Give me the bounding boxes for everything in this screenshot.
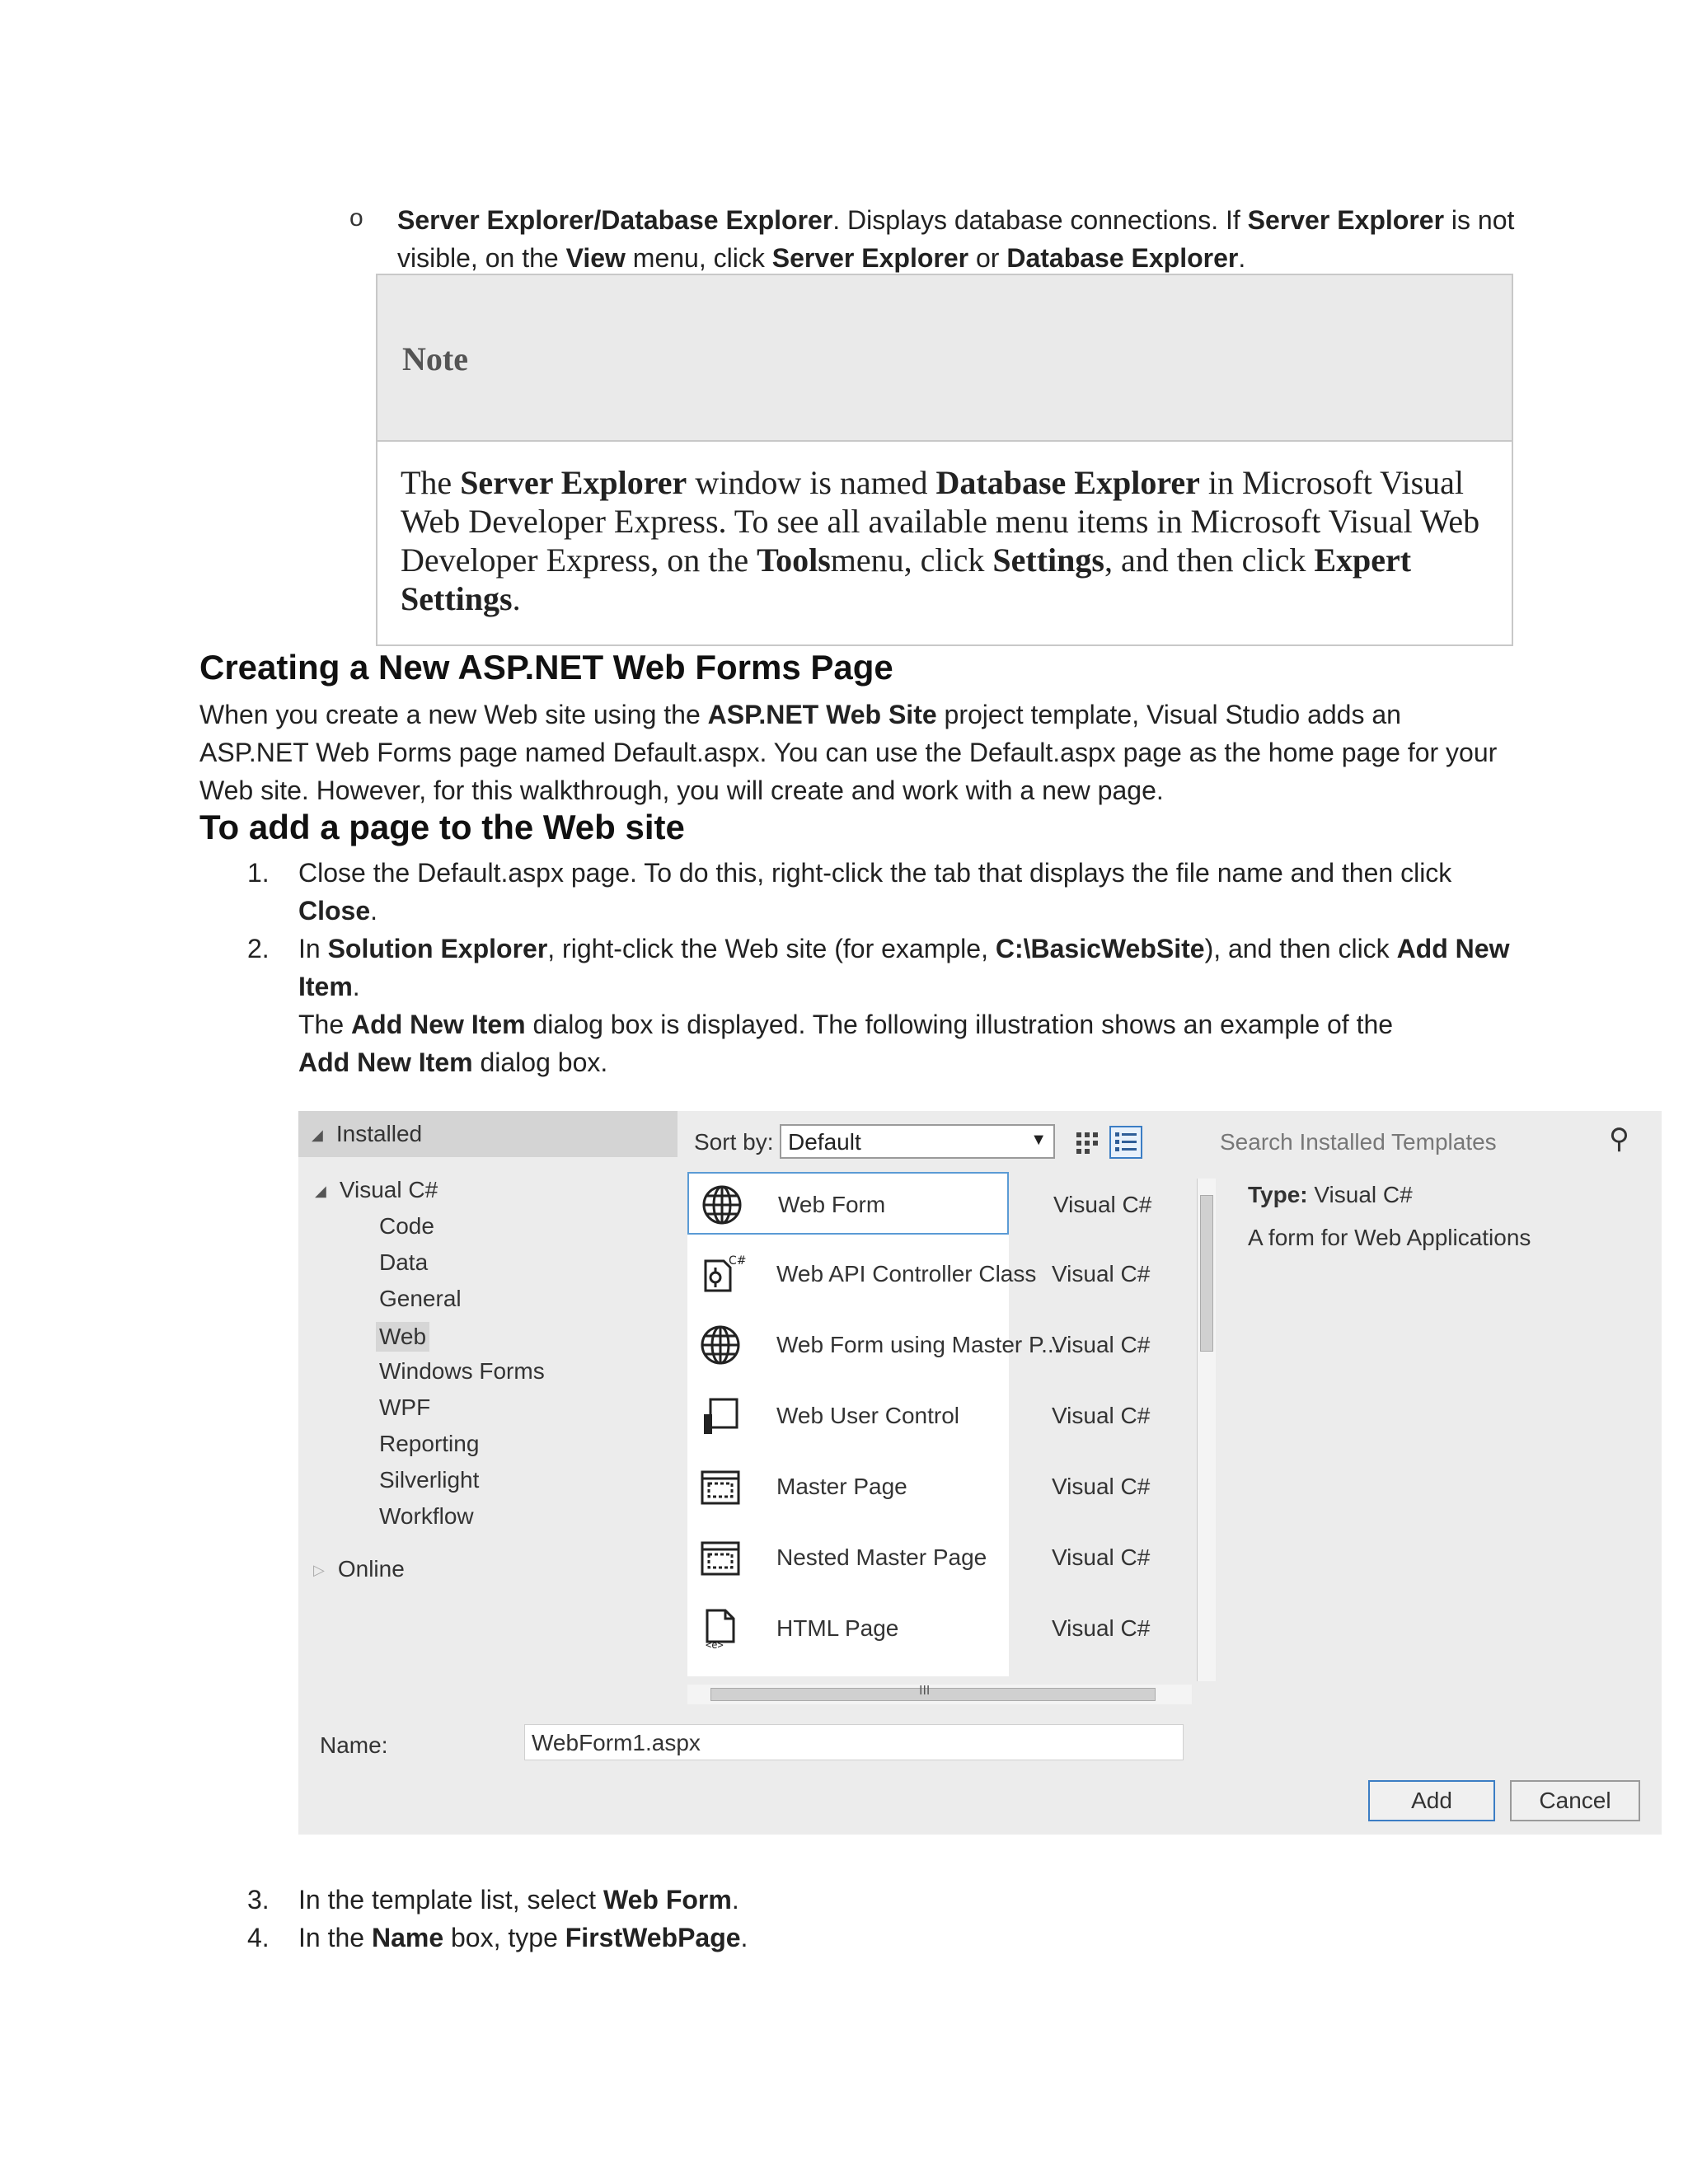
bold-term: C:\BasicWebSite — [995, 934, 1205, 963]
text: . — [731, 1885, 739, 1915]
template-row[interactable] — [687, 1243, 1151, 1305]
horizontal-scroll-thumb[interactable] — [710, 1684, 1156, 1701]
template-name: Web User Control — [776, 1403, 960, 1428]
bold-term: Server Explorer — [460, 464, 687, 501]
add-button[interactable]: Add — [1368, 1780, 1495, 1821]
text: is not visible, on the — [397, 205, 1515, 273]
name-label: Name: — [320, 1732, 388, 1758]
text: Close the Default.aspx page. To do this, right-click the tab that displays the file name and then click — [298, 858, 1452, 888]
template-row-web-form[interactable] — [687, 1172, 1152, 1235]
tree-item-wpf[interactable]: WPF — [379, 1394, 431, 1420]
template-language: Visual C# — [1052, 1403, 1151, 1428]
section-heading-creating: Creating a New ASP.NET Web Forms Page — [199, 648, 893, 687]
installed-header[interactable] — [298, 1111, 678, 1157]
search-icon[interactable]: ⚲ — [1609, 1123, 1629, 1155]
bold-term: Web Form — [603, 1885, 732, 1915]
small-icons-view-icon[interactable] — [1071, 1126, 1104, 1159]
expanded-triangle-icon: ◢ — [315, 1183, 326, 1200]
tree-item-code[interactable]: Code — [379, 1213, 434, 1239]
template-row[interactable] — [687, 1597, 1151, 1660]
template-row[interactable] — [687, 1455, 1151, 1518]
note-box — [376, 274, 1513, 646]
bold-term: Server Explorer — [1247, 205, 1445, 235]
bold-term: Solution Explorer — [327, 934, 548, 963]
installed-label: Installed — [335, 1121, 423, 1146]
bold-term: Settings — [992, 541, 1104, 579]
note-body — [401, 463, 1489, 618]
type-value: Visual C# — [1314, 1182, 1413, 1207]
bold-term: Close — [298, 896, 371, 926]
globe-icon — [699, 1324, 742, 1366]
template-list-horizontal-scrollbar[interactable] — [687, 1685, 1192, 1704]
bold-term: Add New Item — [298, 934, 1510, 1001]
vertical-scroll-thumb[interactable] — [1200, 1195, 1213, 1352]
html-page-icon — [699, 1607, 742, 1650]
step-number: 4. — [247, 1923, 270, 1952]
master-page-icon — [699, 1536, 742, 1579]
text: , right-click the Web site (for example, — [547, 934, 996, 963]
tree-item-windows-forms[interactable]: Windows Forms — [379, 1358, 545, 1384]
template-list — [687, 1172, 1152, 1676]
name-input[interactable]: WebForm1.aspx — [524, 1724, 1184, 1760]
section-paragraph — [199, 696, 1502, 809]
scroll-grip: III — [919, 1684, 931, 1698]
bold-term: View — [565, 243, 626, 273]
template-row[interactable] — [687, 1385, 1151, 1447]
visual-cs-label: Visual C# — [339, 1177, 438, 1202]
step-2-followup — [298, 1005, 1436, 1081]
text: The — [298, 1010, 352, 1039]
bullet-marker: o — [349, 204, 363, 232]
template-name: Master Page — [776, 1474, 907, 1499]
template-name: Web API Controller Class — [776, 1261, 1037, 1286]
text: , and then click — [1104, 541, 1315, 579]
bold-term: Add New Item — [351, 1010, 526, 1039]
text: dialog box. — [472, 1047, 608, 1077]
template-language: Visual C# — [1052, 1332, 1151, 1357]
template-language: Visual C# — [1052, 1261, 1151, 1286]
type-label: Type: — [1248, 1182, 1308, 1207]
visual-cs-node[interactable] — [315, 1177, 438, 1203]
bold-term: Tools — [757, 541, 831, 579]
server-explorer-bullet — [397, 201, 1535, 277]
text: The — [401, 464, 461, 501]
text: box, type — [443, 1923, 565, 1952]
note-header — [377, 275, 1512, 442]
user-control-icon — [699, 1394, 742, 1437]
text: project template, Visual Studio adds an ASP.NET Web Forms page named Default.aspx. You can use the Default.aspx page as the home page for your Web site. However, for this walkthrough, you will create and work with a new page. — [199, 700, 1498, 805]
sort-by-select[interactable] — [780, 1124, 1055, 1159]
text: . — [512, 580, 521, 617]
text: menu, click — [625, 243, 772, 273]
step-2-text — [298, 930, 1518, 1005]
template-name: Web Form using Master P... — [776, 1332, 1061, 1357]
text: When you create a new Web site using the — [199, 700, 708, 729]
template-description: A form for Web Applications — [1248, 1225, 1531, 1250]
text: dialog box is displayed. The following illustration shows an example of the — [525, 1010, 1394, 1039]
tree-item-data[interactable]: Data — [379, 1249, 429, 1275]
note-title: Note — [402, 340, 468, 377]
bold-term: Server Explorer/Database Explorer — [397, 205, 833, 235]
list-view-icon[interactable] — [1109, 1126, 1142, 1159]
template-type — [1248, 1182, 1413, 1208]
text: . — [370, 896, 378, 926]
step-number: 1. — [247, 858, 270, 888]
dropdown-arrow-icon: ▼ — [1030, 1131, 1047, 1149]
master-page-icon — [699, 1465, 742, 1508]
tree-item-reporting[interactable]: Reporting — [379, 1431, 480, 1456]
bold-term: Database Explorer — [935, 464, 1200, 501]
template-name: Nested Master Page — [776, 1544, 987, 1570]
text: . — [1238, 243, 1246, 273]
tree-item-web[interactable]: Web — [376, 1322, 429, 1352]
bold-term: ASP.NET Web Site — [707, 700, 937, 729]
text: in Microsoft Visual Web Developer Express. To see all available menu items in Microsoft Visual Web Developer Express, on the — [401, 464, 1480, 579]
svg-text:C#: C# — [729, 1254, 747, 1268]
step-number: 2. — [247, 934, 270, 963]
bold-term: Expert Settings — [401, 541, 1412, 617]
template-language: Visual C# — [1052, 1474, 1151, 1499]
bold-term: Name — [371, 1923, 444, 1952]
text: In the template list, select — [298, 1885, 603, 1915]
tree-item-general[interactable]: General — [379, 1286, 462, 1311]
sort-by-value: Default — [788, 1129, 861, 1155]
collapsed-triangle-icon: ▷ — [313, 1562, 325, 1579]
template-row[interactable] — [687, 1526, 1151, 1589]
bold-term: Database Explorer — [1006, 243, 1239, 273]
csharp-class-icon — [699, 1253, 747, 1296]
text: In the — [298, 1923, 372, 1952]
step-number: 3. — [247, 1885, 270, 1915]
section-heading-add-page: To add a page to the Web site — [199, 808, 685, 846]
step-1-text — [298, 854, 1518, 930]
globe-icon — [701, 1183, 743, 1226]
bold-term: Add New Item — [298, 1047, 473, 1077]
online-node[interactable] — [313, 1556, 405, 1582]
cancel-button[interactable]: Cancel — [1510, 1780, 1640, 1821]
text: . — [740, 1923, 748, 1952]
text: window is named — [687, 464, 936, 501]
tree-item-silverlight[interactable]: Silverlight — [379, 1467, 480, 1493]
template-name: HTML Page — [776, 1615, 899, 1641]
bold-term: FirstWebPage — [565, 1923, 741, 1952]
text: . — [352, 972, 360, 1001]
expanded-triangle-icon: ◢ — [312, 1127, 323, 1144]
svg-text:<e>: <e> — [706, 1639, 724, 1651]
step-4-text — [298, 1919, 1518, 1957]
template-list-vertical-scrollbar[interactable] — [1197, 1179, 1216, 1681]
text: or — [968, 243, 1007, 273]
template-name: Web Form — [778, 1192, 886, 1217]
installed-node[interactable] — [312, 1121, 422, 1147]
step-3-text — [298, 1881, 1518, 1919]
text: menu, click — [830, 541, 993, 579]
online-label: Online — [337, 1556, 405, 1582]
template-language: Visual C# — [1052, 1615, 1151, 1641]
template-language: Visual C# — [1053, 1192, 1152, 1217]
bold-term: Server Explorer — [771, 243, 969, 273]
text: In — [298, 934, 328, 963]
search-input[interactable]: Search Installed Templates — [1220, 1129, 1497, 1155]
template-language: Visual C# — [1052, 1544, 1151, 1570]
sort-by-label: Sort by: — [694, 1129, 774, 1155]
template-row[interactable] — [687, 1314, 1151, 1376]
add-new-item-dialog — [298, 1111, 1662, 1835]
text: ), and then click — [1204, 934, 1397, 963]
tree-item-workflow[interactable]: Workflow — [379, 1503, 474, 1529]
text: . Displays database connections. If — [832, 205, 1248, 235]
